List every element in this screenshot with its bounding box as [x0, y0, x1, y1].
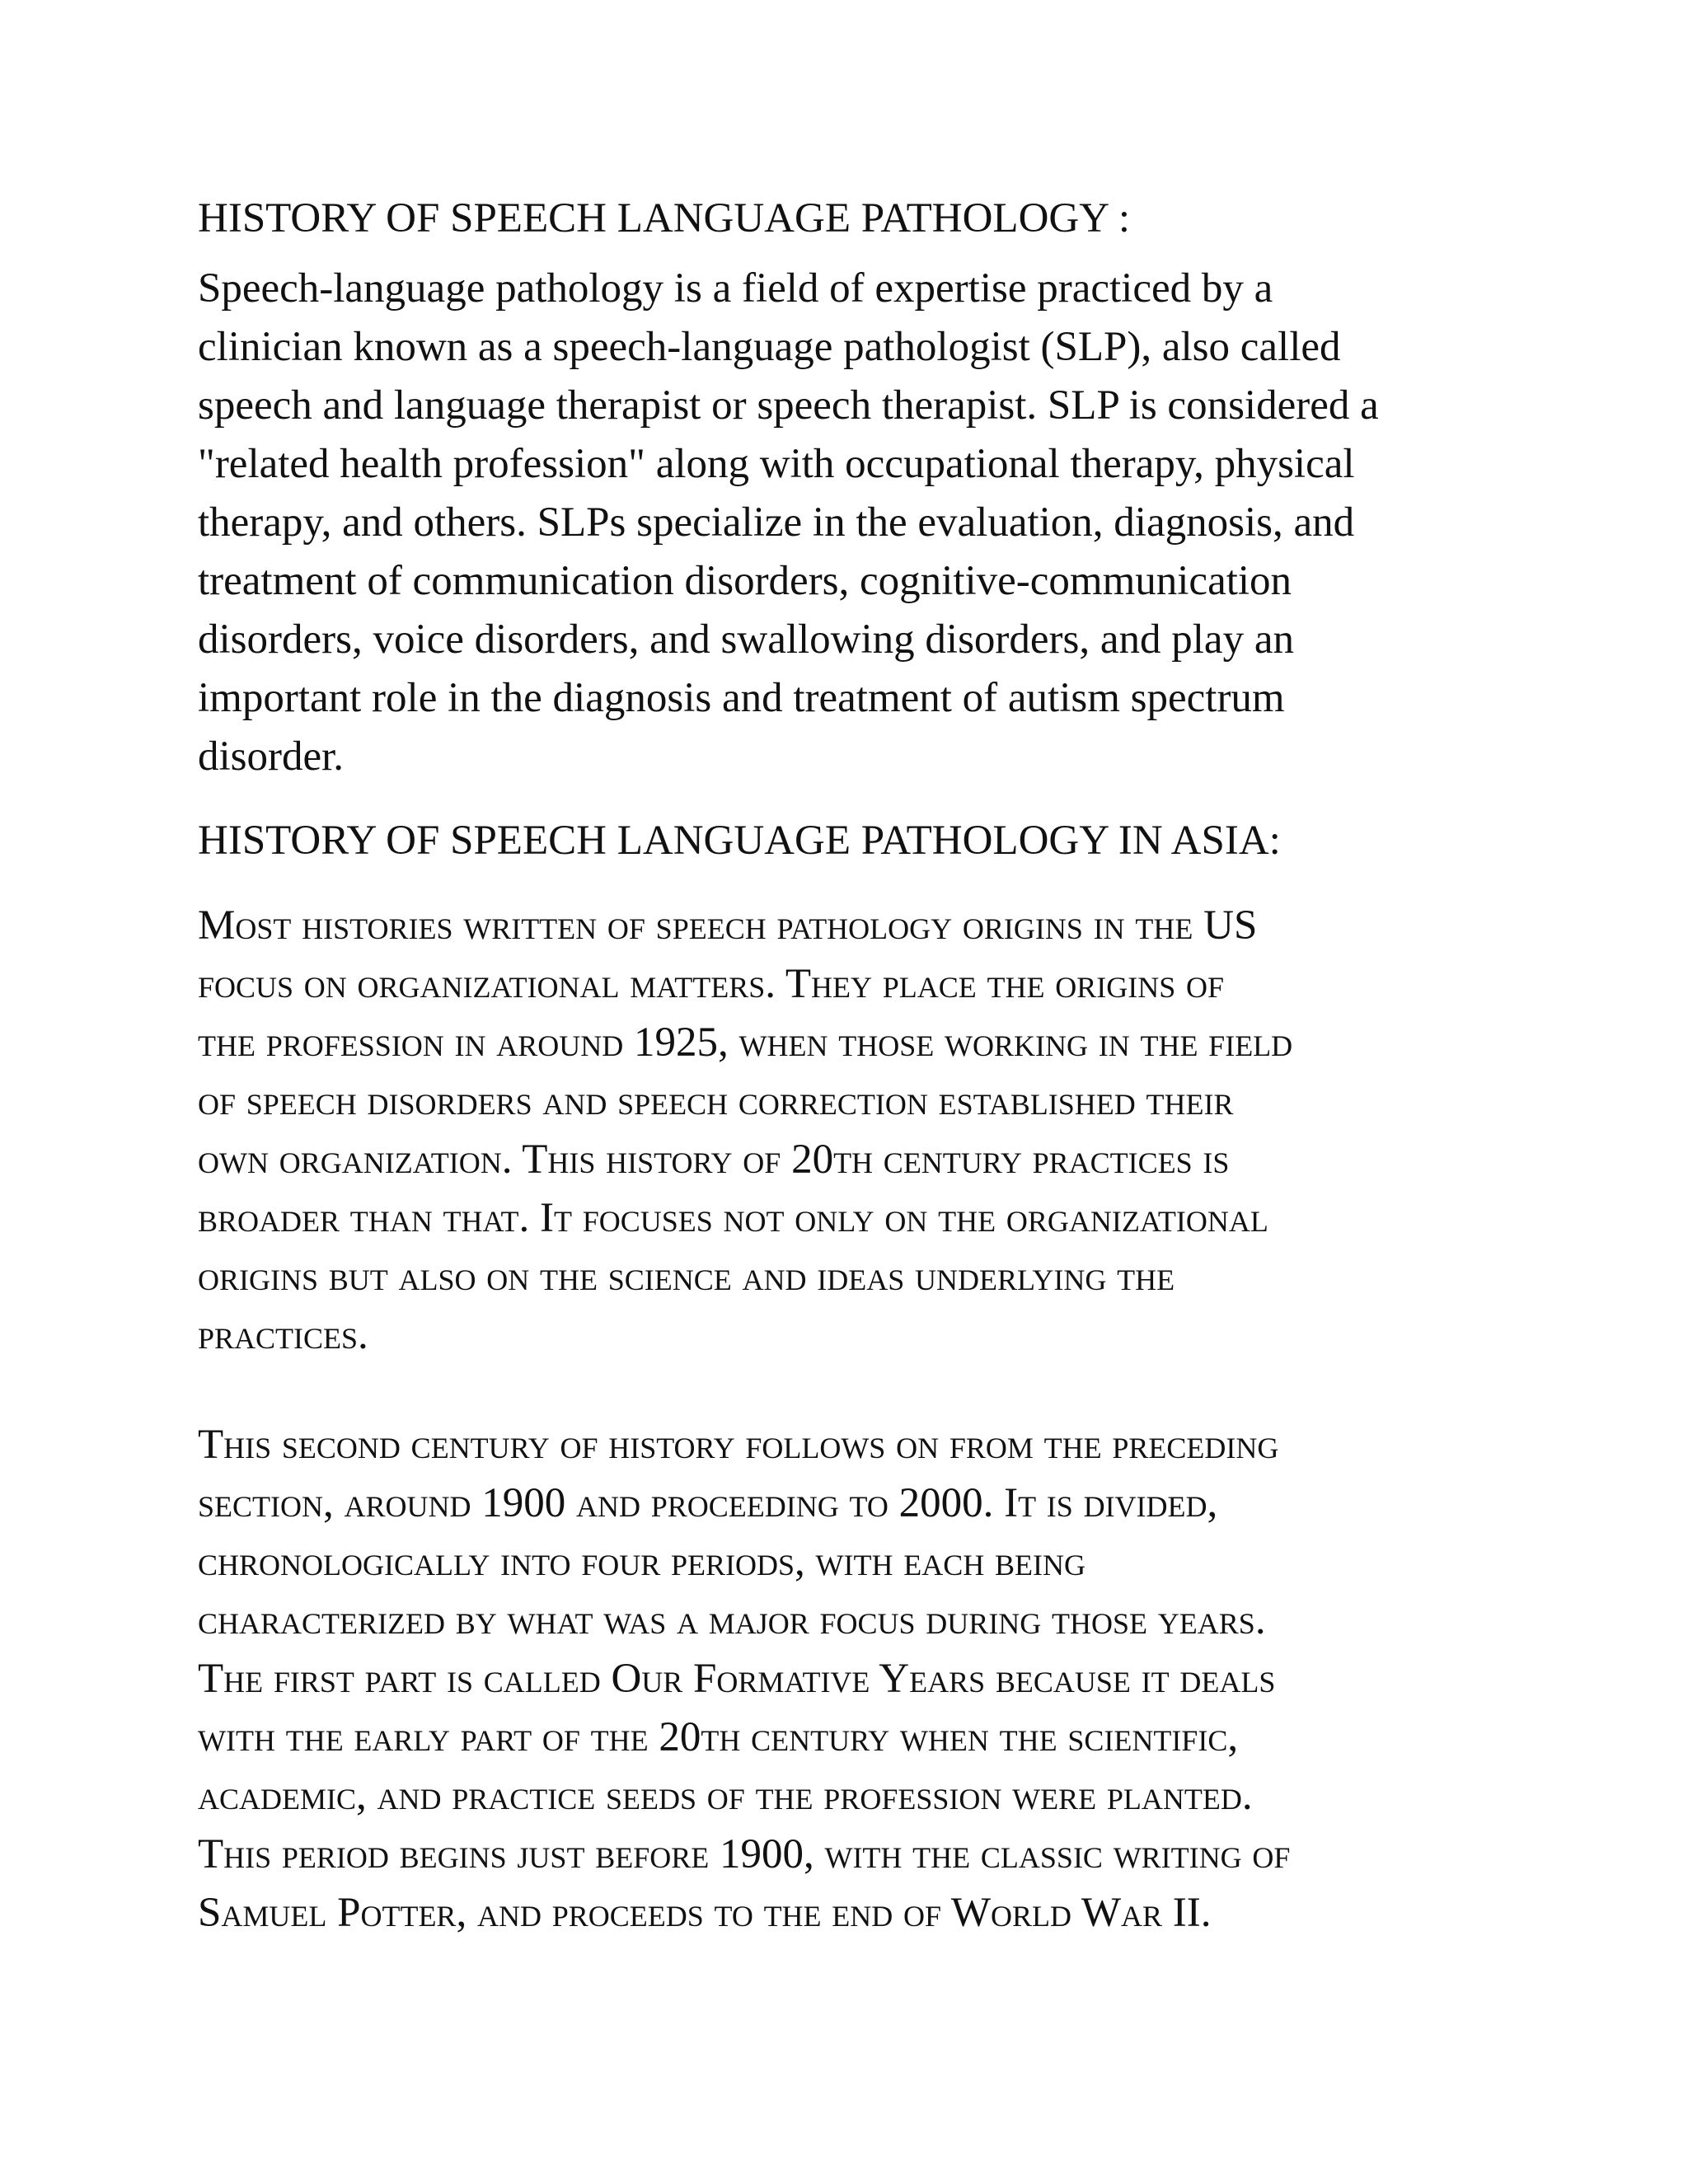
text-line: This second century of history follows on from the preceding: [198, 1422, 1279, 1468]
text-line: disorders, voice disorders, and swallowing disorders, and play an: [198, 616, 1294, 663]
document-page: [198, 194, 1500, 1943]
heading-history-slp-asia: HISTORY OF SPEECH LANGUAGE PATHOLOGY IN ASIA:: [198, 818, 1281, 864]
text-line: origins but also on the science and ideas underlying the: [198, 1254, 1175, 1300]
text-line: speech and language therapist or speech therapist. SLP is considered a: [198, 382, 1379, 429]
paragraph-us-origins: [198, 897, 1500, 1365]
paragraph-second-century: [198, 1416, 1500, 1943]
text-line: Speech-language pathology is a field of expertise practiced by a: [198, 265, 1273, 312]
text-line: broader than that. It focuses not only on the organizational: [198, 1195, 1268, 1241]
text-line: disorder.: [198, 733, 345, 780]
text-line: treatment of communication disorders, cognitive-communication: [198, 558, 1292, 604]
text-line: of speech disorders and speech correction established their: [198, 1078, 1234, 1124]
text-line: clinician known as a speech-language pathologist (SLP), also called: [198, 324, 1341, 370]
text-line: with the early part of the 20th century when the scientific,: [198, 1714, 1239, 1760]
text-line: academic, and practice seeds of the profession were planted.: [198, 1773, 1253, 1819]
text-line: This period begins just before 1900, with the classic writing of: [198, 1831, 1291, 1877]
text-line: practices.: [198, 1312, 368, 1358]
text-line: chronologically into four periods, with each being: [198, 1539, 1085, 1585]
text-line: focus on organizational matters. They place the origins of: [198, 961, 1225, 1007]
text-line: The first part is called Our Formative Years because it deals: [198, 1656, 1276, 1702]
text-line: Most histories written of speech pathology origins in the US: [198, 902, 1258, 949]
text-line: "related health profession" along with occupational therapy, physical: [198, 441, 1355, 487]
text-line: own organization. This history of 20th century practices is: [198, 1137, 1230, 1183]
text-line: Samuel Potter, and proceeds to the end of World War II.: [198, 1890, 1212, 1936]
paragraph-slp-definition: [198, 260, 1500, 786]
text-line: important role in the diagnosis and treatment of autism spectrum: [198, 675, 1285, 721]
text-line: therapy, and others. SLPs specialize in the evaluation, diagnosis, and: [198, 499, 1355, 546]
text-line: the profession in around 1925, when those working in the field: [198, 1019, 1293, 1066]
text-line: section, around 1900 and proceeding to 2000. It is divided,: [198, 1480, 1218, 1526]
heading-history-slp: HISTORY OF SPEECH LANGUAGE PATHOLOGY :: [198, 195, 1131, 241]
text-line: characterized by what was a major focus during those years.: [198, 1597, 1266, 1643]
